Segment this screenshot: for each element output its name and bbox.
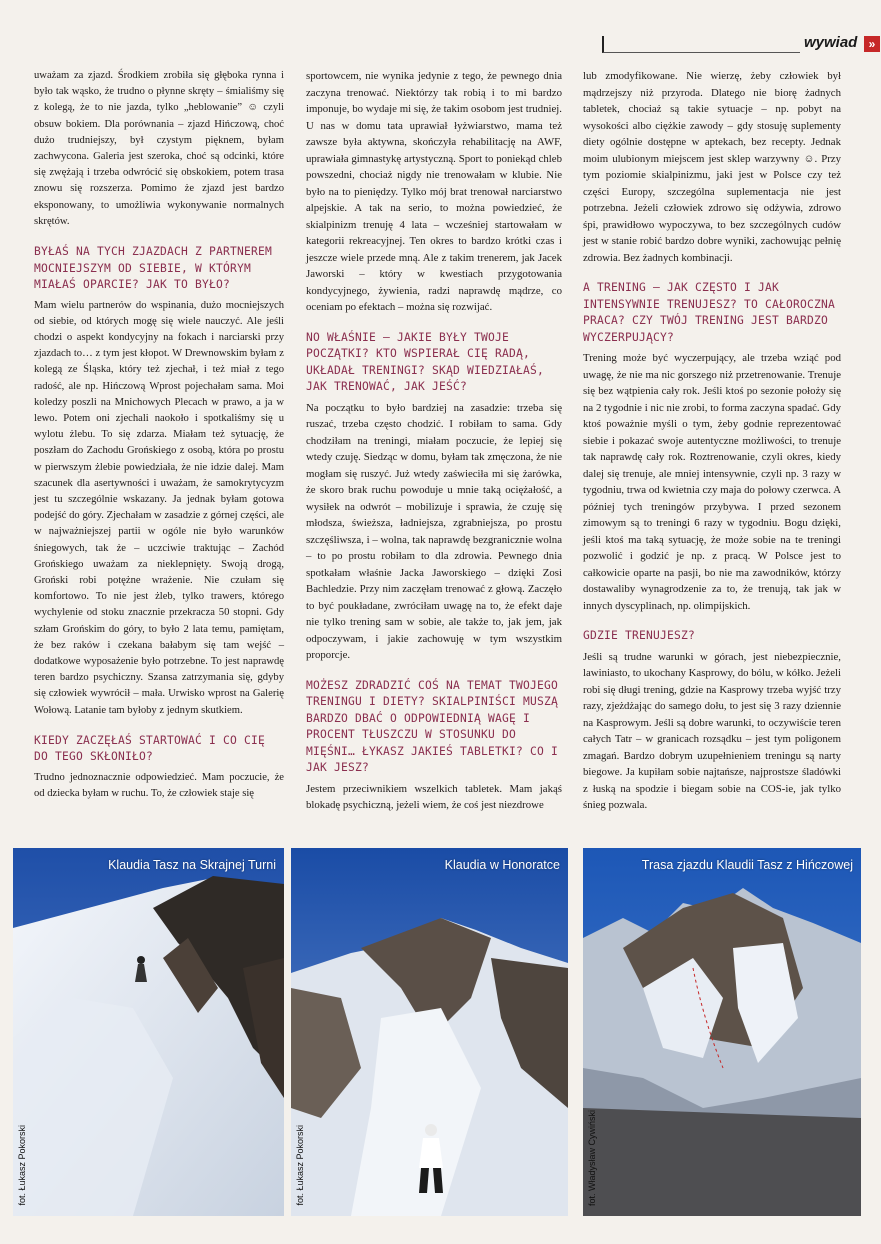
article-paragraph: uważam za zjazd. Środkiem zrobiła się głęboka rynna i było tak wąsko, że trudno o płynne skręty – śmialiśmy się z kolegą, że to nie jazda, tylko „heblowanie” ☺ czyli obsuw bokiem. Dla porównania – zjazd Hińczową, choć dużo trudniejszy, był czystym pięknem, byłam zachwycona. Galeria jest szeroka, choć są odcinki, które się zwężają i trzeba odwrócić się obskokiem, potem trasa znowu się rozszerza. Pomimo że zjazd jest bardzo eksponowany, to umożliwia wykonywanie normalnych skrętów. [34, 70, 284, 227]
article-paragraph: Na początku to było bardziej na zasadzie: trzeba się ruszać, trzeba często chodzić. I robiłam to sama. Gdy chodziłam na treningi, miałam poczucie, że lepiej się wtedy czuję. Siedząc w domu, byłam tak zmęczona, że nie mogłam się ruszyć. Już wtedy zaświeciła mi się żarówka, że skoro brak ruchu powoduje u mnie taką ociężałość, a wysiłek na odwrót – mobilizuje i sprawia, że czuję się młodsza, świeższa, ładniejsza, zgrabniejsza, po prostu szczęśliwsza, i – wolna, tak naprawdę bezgranicznie wolna – to po prostu robiłam to dla zdrowia. Pewnego dnia spotkałam właśnie Jacka Jaworskiego – dzięki Zosi Bachledzie. Przy nim zaczęłam trenować z głową. Zaczęło to być poukładane, zwróciłam uwagę na to, że efekt daje nie tylko trening sam w sobie, ale także to, jak jem, jak odpoczywam, i jakie zachowuję w tym wszystkim proporcje. [306, 401, 562, 661]
article-paragraph: sportowcem, nie wynika jedynie z tego, że pewnego dnia zaczyna trenować. Niektórzy tak robią i to mi bardzo imponuje, bo wydaje mi się, że takim osobom jest trudniej. U nas w domu tata uprawiał łyżwiarstwo, mama też zawsze była aktywna, skończyła rehabilitację na AWF, uprawiała gimnastykę artystyczną. Sport to poniekąd chleb powszedni, chociaż nigdy nie trenowałam w klubie. Nie było na to pieniędzy. Tylko mój brat trenował narciarstwo alpejskie. A tak na serio, to można powiedzieć, że skialpinizm trenuję 4 lata – wcześniej startowałam w kategorii rekreacyjnej. Ten okres to bardzo krótki czas i jeszcze wiele przede mną. Ale z takim trenerem, jak Jacek Jaworski – który w kwestiach przygotowania kondycyjnego, żywienia, radzi naprawdę mądrze, co oceniam po efektach – można się rozwijać. [306, 70, 562, 313]
interview-question: BYŁAŚ NA TYCH ZJAZDACH Z PARTNEREM MOCNIEJSZYM OD SIEBIE, W KTÓRYM MIAŁAŚ OPARCIE? JAK TO BYŁO? [34, 245, 273, 292]
photo-3-credit: fot. Władysław Cywiński [587, 1109, 597, 1206]
photo-1-credit: fot. Łukasz Pokorski [17, 1125, 27, 1206]
photo-3-image [583, 848, 861, 1216]
photo-3-caption: Trasa zjazdu Klaudii Tasz z Hińczowej [641, 858, 853, 872]
interview-question: MOŻESZ ZDRADZIĆ COŚ NA TEMAT TWOJEGO TRENINGU I DIETY? SKIALPINIŚCI MUSZĄ BARDZO DBAĆ O ODPOWIEDNIĄ WAGĘ I PROCENT TŁUSZCZU W STOSUNKU DO MIĘŚNI… ŁYKASZ JAKIEŚ TABLETKI? CO I JAK JESZ? [306, 678, 559, 774]
photo-hinczowa-route [583, 848, 861, 1216]
interview-question: NO WŁAŚNIE – JAKIE BYŁY TWOJE POCZĄTKI? KTO WSPIERAŁ CIĘ RADĄ, UKŁADAŁ TRENINGI? SKĄD WIEDZIAŁAŚ, JAK TRENOWAĆ, JAK JEŚĆ? [306, 330, 545, 393]
photo-2-caption: Klaudia w Honoratce [444, 858, 560, 872]
section-arrow-icon: » [864, 36, 880, 52]
interview-question: KIEDY ZACZĘŁAŚ STARTOWAĆ I CO CIĘ DO TEGO SKŁONIŁO? [34, 733, 266, 764]
text-column-1 [34, 68, 284, 808]
header-rule [602, 36, 800, 53]
article-paragraph: lub zmodyfikowane. Nie wierzę, żeby człowiek był mądrzejszy niż przyroda. Dlatego nie biorę żadnych tabletek, chociaż są takie sytuacje – np. pobyt na wysokości albo ciężkie zawody – gdy stosuję suplementy diety ogólnie dostępne w aptekach, bez recepty. Jednak moim ulubionym miejscem jest sklep warzywny ☺. Przy tym poziomie skialpinizmu, jaki jest w Polsce czy też części Europy, szczególna suplementacja nie jest potrzebna. Jeżeli człowiek zdrowo się odżywia, zdrowo śpi, prawidłowo wypoczywa, to bez szczególnych cudów jest w stanie robić bardzo dobre wyniki, zachowując pełnię zdrowia. Bez żadnych kombinacji. [583, 70, 841, 264]
article-paragraph: Trudno jednoznacznie odpowiedzieć. Mam poczucie, że od dziecka byłam w ruchu. To, że człowiek staje się [34, 771, 284, 800]
photo-2-image [291, 848, 568, 1216]
interview-question: GDZIE TRENUJESZ? [583, 629, 696, 642]
photo-2-credit: fot. Łukasz Pokorski [295, 1125, 305, 1206]
photo-1-image [13, 848, 284, 1216]
photo-skrajna-turnia [13, 848, 284, 1216]
article-paragraph: Mam wielu partnerów do wspinania, dużo mocniejszych od siebie, od których mogę się wiele nauczyć. Ale jeśli chodzi o aspekt kondycyjny na fokach i narciarski przy zjazdach to… z tym jest kłopot. W Drewnowskim byłam z kolegą ze Śląska, który też zjechał, i też miał z tego radość, ale np. Hińczową Wprost pojechałam sama. Moi koledzy poszli na Mnichowych Plecach w prawo, a ja w lewo. Potem oni zjechali naokoło i spotkaliśmy się u wylotu żlebu. To się zdarza. Miałam też sytuację, że poszłam do Zachodu Grońskiego z osobą, która po prostu w pierwszym żlebie powiedziała, że nie idzie dalej. Mam szacunek dla asertywności i uważam, że samokrytycyzm jest tu szczególnie wskazany. Ja jednak byłam gotowa podejść do góry. Zjechałam w zasadzie z górnej części, ale w najważniejszej partii w ogóle nie było warunków śniegowych, tak że – uczciwie traktując – Zachód Grońskiego uważam za nieklepnięty. Swoją drogą, Groński robi potężne wrażenie. Nie czułam się komfortowo. To nie jest żleb, tylko trawers, którego wychylenie od stoku znacznie przekracza 50 stopni. Gdy szłam Grońskim do góry, to było 2 lata temu, pamiętam, że bez raków i czekana bałabym się tam wejść – dodatkowe wyposażenie było potrzebne. To jest naprawdę teren bardzo psychiczny. Szansa zatrzymania się, gdyby się człowiek wywrócił – mała. Urwisko wprost na Galerię Wołową. Latanie tam byłoby z jednym skutkiem. [34, 299, 284, 716]
section-title: wywiad [804, 34, 858, 51]
text-column-3 [583, 68, 841, 820]
article-paragraph: Jeśli są trudne warunki w górach, jest niebezpiecznie, lawiniasto, to ukochany Kasprowy, do bólu, w kółko. Jeżeli robi się długi trening, gdzie na Kasprowy trzeba wyjść trzy razy, zjeżdżając do samego dołu, to jest się 3 razy dziennie na Kasprowym. Jeśli są dobre warunki, to oczywiście teren całych Tatr – w granicach rozsądku – jest tym poligonem zmagań. Bardzo dobrym uzupełnieniem treningu są narty biegowe. Ja kupiłam sobie najtańsze, najprostsze śladówki z łuską na spodzie i biegam sobie na COS-ie, jak tylko śnieg pozwala. [583, 650, 841, 811]
photo-honoratka [291, 848, 568, 1216]
text-column-2 [306, 68, 562, 820]
photo-1-caption: Klaudia Tasz na Skrajnej Turni [108, 858, 276, 872]
section-header [602, 34, 880, 54]
article-paragraph: Trening może być wyczerpujący, ale trzeba wziąć pod uwagę, że nie ma nic gorszego niż przetrenowanie. Trenuje się bez wątpienia cały rok. Jeśli ktoś po sezonie położy się na 2 tygodnie i nic nie zrobi, to forma zaczyna spadać. Gdy ktoś poważnie myśli o tym, żeby godnie reprezentować siebie i pokazać swoje autentyczne możliwości, to trenuje tak naprawdę cały rok. Roztrenowanie, czyli okres, kiedy dalej się trenuje, ale mniej intensywnie, czyli np. 3 razy w tygodniu, trwa od kwietnia czy maja do połowy czerwca. A później tych treningów przybywa. I przed sezonem zimowym są to treningi 6 razy w tygodniu. Bogu dzięki, jeśli ktoś ma taką sytuację, że może sobie na te treningi pozwolić i godzić je np. z pracą. W Polsce jest to całkowicie oparte na pasji, bo nie ma zawodników, którzy dostawaliby wynagrodzenie za to, że trenują, tak jak w innych dyscyplinach, np. olimpijskich. [583, 352, 841, 612]
article-paragraph: Jestem przeciwnikiem wszelkich tabletek. Mam jakąś blokadę psychiczną, jeżeli wiem, że coś jest niezdrowe [306, 782, 562, 811]
interview-question: A TRENING – JAK CZĘSTO I JAK INTENSYWNIE TRENUJESZ? TO CAŁOROCZNA PRACA? CZY TWÓJ TRENING JEST BARDZO WYCZERPUJĄCY? [583, 281, 836, 344]
